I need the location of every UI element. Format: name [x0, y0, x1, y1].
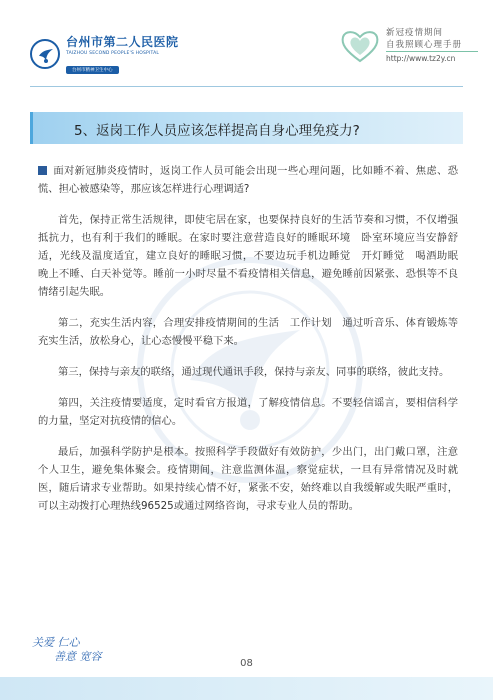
- hospital-name: 台州市第二人民医院: [66, 35, 179, 49]
- banner-accent: [30, 112, 33, 144]
- section-title: 5、返岗工作人员应该怎样提高自身心理免疫力?: [74, 123, 360, 139]
- section-title-banner: [30, 112, 463, 144]
- bullet-square-icon: [38, 166, 47, 175]
- body-paragraph: 首先，保持正常生活规律，即使宅居在家，也要保持良好的生活节奏和习惯，不仅增强抵抗力，也有利于我们的睡眠。在家时要注意营造良好的睡眠环境 卧室环境应当安静舒适，光线及温度适宜，建立良好的睡眠习惯，不要边玩手机边睡觉 开灯睡觉 喝酒助眠 晚上不睡、白天补觉等。睡前一小时尽量不看疫情相关信息，避免睡前因紧张、恐惧等不良情绪引起失眠。: [38, 214, 469, 298]
- slogan-line2: 善意 宽容: [54, 650, 102, 663]
- hospital-emblem-icon: [30, 39, 60, 69]
- footer-band: [0, 677, 493, 700]
- header-rule: [386, 51, 478, 52]
- body-paragraph: 最后，加强科学防护是根本。按照科学手段做好有效防护，少出门，出门戴口罩，注意个人卫生，避免集体聚会。疫情期间，注意监测体温，察觉症状，一旦有异常情况及时就医，随后请求专业帮助。如果持续心情不好，紧张不安，始终难以自我缓解或失眠严重时，可以主动拨打心理热线96525或通过网络咨询，寻求专业人员的帮助。: [38, 446, 458, 512]
- hospital-subtitle: 台州市精神卫生中心: [66, 66, 119, 74]
- slogan-line1: 关爱 仁心: [32, 636, 80, 649]
- page-number: 08: [240, 658, 253, 669]
- body-paragraph: 第二，充实生活内容，合理安排疫情期间的生活 工作计划 通过听音乐、体育锻炼等充实生活，放松身心，让心态慢慢平稳下来。: [38, 317, 458, 347]
- booklet-url[interactable]: http://www.tz2y.cn: [386, 54, 456, 63]
- booklet-brand: [340, 27, 480, 67]
- heart-icon: [340, 29, 380, 63]
- hospital-logo: [30, 33, 179, 75]
- booklet-title-line1: 新冠疫情期间: [386, 28, 444, 38]
- body-paragraph: 第四，关注疫情要适度，定时看官方报道，了解疫情信息。不要轻信谣言，要相信科学的力量，坚定对抗疫情的信心。: [38, 397, 458, 427]
- page-header: [0, 0, 493, 88]
- hospital-name-en: TAIZHOU SECOND PEOPLE'S HOSPITAL: [66, 51, 160, 56]
- header-divider: [30, 86, 463, 87]
- section-body: [38, 162, 469, 528]
- intro-text: 面对新冠肺炎疫情时，返岗工作人员可能会出现一些心理问题，比如睡不着、焦虑、恐慌、担心被感染等，那应该怎样进行心理调适?: [38, 165, 458, 195]
- body-paragraph: 第三，保持与亲友的联络，通过现代通讯手段，保持与亲友、同事的联络，彼此支持。: [58, 366, 450, 378]
- booklet-title-line2: 自我照顾心理手册: [386, 40, 463, 50]
- intro-paragraph: [38, 162, 458, 198]
